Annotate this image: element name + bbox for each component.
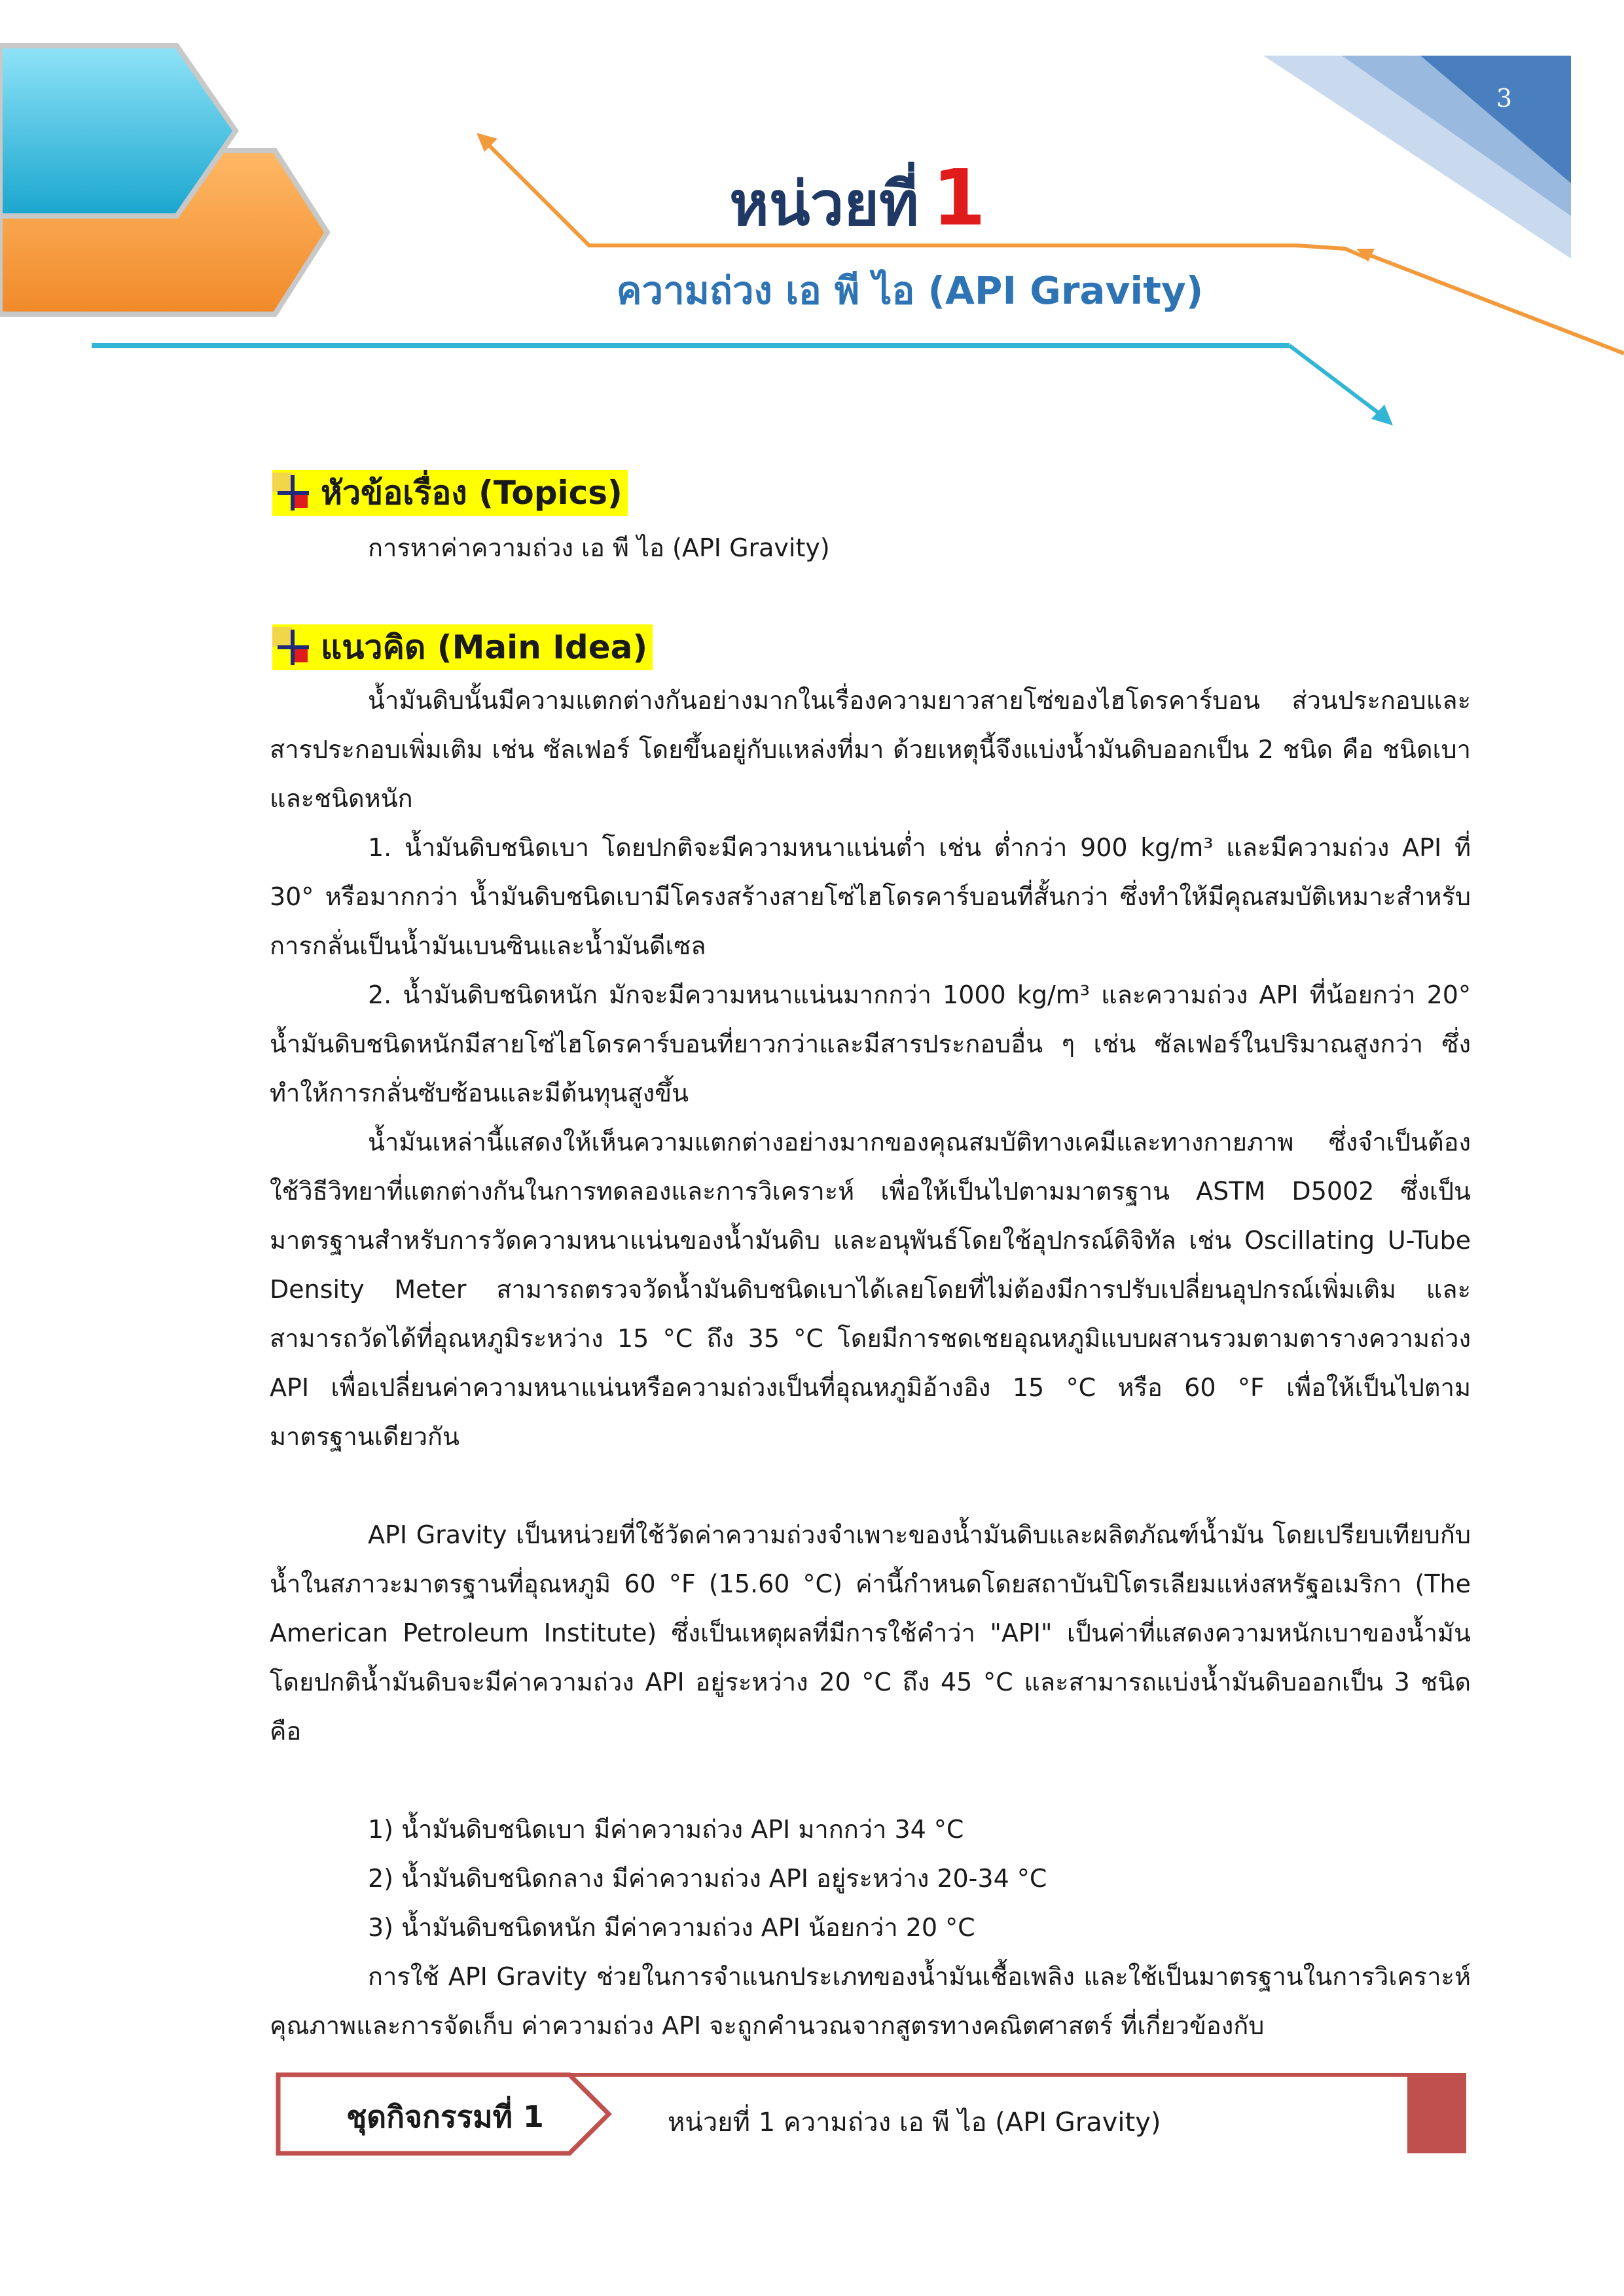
- main-idea-heading: [272, 624, 653, 670]
- paragraph: 2. น้ำมันดิบชนิดหนัก มักจะมีความหนาแน่นมากกว่า 1000 kg/m³ และความถ่วง API ที่น้อยกว่า 20° น้ำมันดิบชนิดหนักมีสายโซ่ไฮโดรคาร์บอนที่ยาวกว่าและมีสารประกอบอื่น ๆ เช่น ซัลเฟอร์ในปริมาณสูงกว่า ซึ่งทำให้การกลั่นซับซ้อนและมีต้นทุนสูงขึ้น: [270, 980, 1471, 1107]
- cross-bullet-icon: [272, 473, 313, 513]
- list-item: 3) น้ำมันดิบชนิดหนัก มีค่าความถ่วง API น้อยกว่า 20 °C: [368, 1913, 975, 1942]
- list-item: 2) น้ำมันดิบชนิดกลาง มีค่าความถ่วง API อยู่ระหว่าง 20-34 °C: [368, 1864, 1047, 1893]
- list-item: 1) น้ำมันดิบชนิดเบา มีค่าความถ่วง API มากกว่า 34 °C: [368, 1815, 964, 1844]
- footer-title: หน่วยที่ 1 ความถ่วง เอ พี ไอ (API Gravity): [668, 2108, 1161, 2138]
- paragraph: น้ำมันดิบนั้นมีความแตกต่างกันอย่างมากในเรื่องความยาวสายโซ่ของไฮโดรคาร์บอน ส่วนประกอบและสารประกอบเพิ่มเติม เช่น ซัลเฟอร์ โดยขึ้นอยู่กับแหล่งที่มา ด้วยเหตุนี้จึงแบ่งน้ำมันดิบออกเป็น 2 ชนิด คือ ชนิดเบาและชนิดหนัก: [270, 686, 1471, 813]
- main-idea-heading-text: แนวคิด (Main Idea): [321, 628, 648, 666]
- paragraph: การใช้ API Gravity ช่วยในการจำแนกประเภทของน้ำมันเชื้อเพลิง และใช้เป็นมาตรฐานในการวิเคราะห์คุณภาพและการจัดเก็บ ค่าความถ่วง API จะถูกคำนวณจากสูตรทางคณิตศาสตร์ ที่เกี่ยวข้องกับ: [270, 1962, 1471, 2040]
- paragraph: API Gravity เป็นหน่วยที่ใช้วัดค่าความถ่วงจำเพาะของน้ำมันดิบและผลิตภัณฑ์น้ำมัน โดยเปรียบเทียบกับน้ำในสภาวะมาตรฐานที่อุณหภูมิ 60 °F (15.60 °C) ค่านี้กำหนดโดยสถาบันปิโตรเลียมแห่งสหรัฐอเมริกา (The American Petroleum Institute) ซึ่งเป็นเหตุผลที่มีการใช้คำว่า "API" เป็นค่าที่แสดงความหนักเบาของน้ำมัน โดยปกติน้ำมันดิบจะมีค่าความถ่วง API อยู่ระหว่าง 20 °C ถึง 45 °C และสามารถแบ่งน้ำมันดิบออกเป็น 3 ชนิด คือ: [270, 1520, 1471, 1746]
- cross-bullet-icon: [272, 627, 313, 668]
- main-idea-body: [270, 676, 1471, 2051]
- cyan-arrow-line: [1290, 346, 1386, 419]
- page-number: 3: [1496, 84, 1513, 113]
- paragraph: 1. น้ำมันดิบชนิดเบา โดยปกติจะมีความหนาแน่นต่ำ เช่น ต่ำกว่า 900 kg/m³ และมีความถ่วง API ที่ 30° หรือมากกว่า น้ำมันดิบชนิดเบามีโครงสร้างสายโซ่ไฮโดรคาร์บอนที่สั้นกว่า ซึ่งทำให้มีคุณสมบัติเหมาะสำหรับการกลั่นเป็นน้ำมันเบนซินและน้ำมันดีเซล: [270, 833, 1471, 960]
- unit-label: หน่วยที่: [729, 169, 919, 239]
- unit-subtitle: ความถ่วง เอ พี ไอ (API Gravity): [616, 268, 1204, 313]
- unit-title: [694, 152, 1021, 243]
- topics-body: [270, 524, 1471, 573]
- topics-text: การหาค่าความถ่วง เอ พี ไอ (API Gravity): [368, 533, 830, 562]
- orange-connector-right: [1362, 252, 1624, 353]
- topics-heading: [272, 470, 628, 516]
- footer-red-block: [1407, 2075, 1466, 2153]
- paragraph: น้ำมันเหล่านี้แสดงให้เห็นความแตกต่างอย่างมากของคุณสมบัติทางเคมีและทางกายภาพ ซึ่งจำเป็นต้องใช้วิธีวิทยาที่แตกต่างกันในการทดลองและการวิเคราะห์ เพื่อให้เป็นไปตามมาตรฐาน ASTM D5002 ซึ่งเป็นมาตรฐานสำหรับการวัดความหนาแน่นของน้ำมันดิบ และอนุพันธ์โดยใช้อุปกรณ์ดิจิทัล เช่น Oscillating U-Tube Density Meter สามารถตรวจวัดน้ำมันดิบชนิดเบาได้เลยโดยที่ไม่ต้องมีการปรับเปลี่ยนอุปกรณ์เพิ่มเติม และสามารถวัดได้ที่อุณหภูมิระหว่าง 15 °C ถึง 35 °C โดยมีการชดเชยอุณหภูมิแบบผสานรวมตามตารางความถ่วง API เพื่อเปลี่ยนค่าความหนาแน่นหรือความถ่วงเป็นที่อุณหภูมิอ้างอิง 15 °C หรือ 60 °F เพื่อให้เป็นไปตามมาตรฐานเดียวกัน: [270, 1128, 1471, 1451]
- topics-heading-text: หัวข้อเรื่อง (Topics): [321, 473, 623, 512]
- footer-activity-label: ชุดกิจกรรมที่ 1: [346, 2099, 544, 2134]
- unit-number: 1: [931, 152, 986, 243]
